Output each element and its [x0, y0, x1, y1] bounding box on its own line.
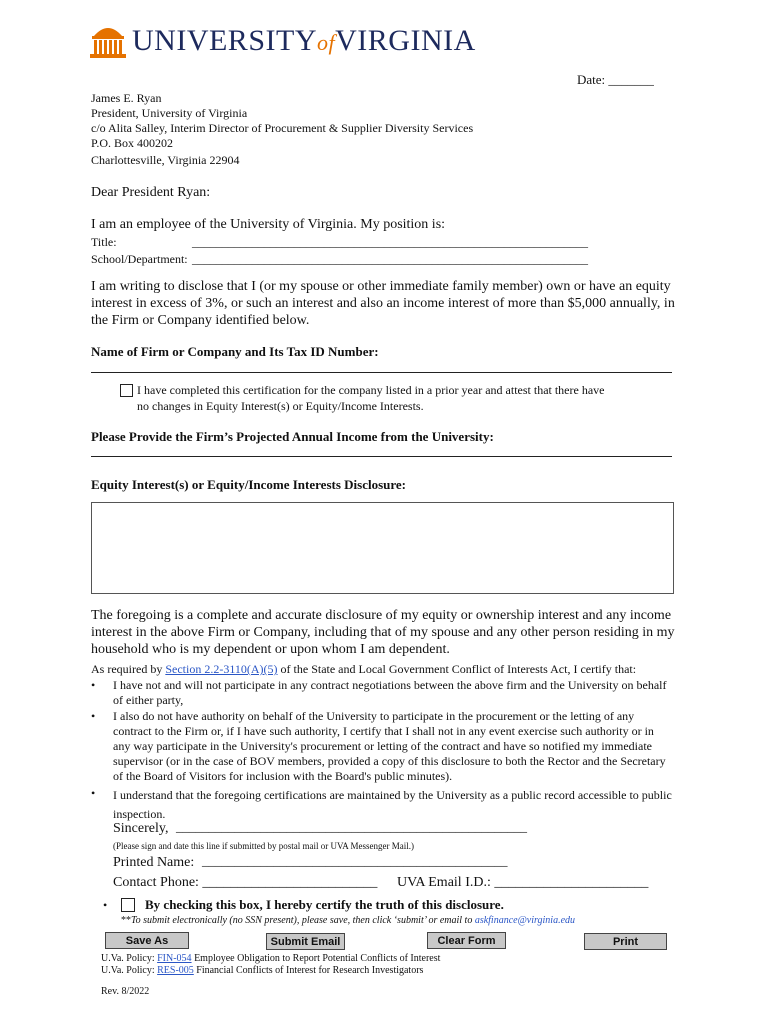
logo-word-university: UNIVERSITY — [132, 24, 317, 57]
policy-title: Employee Obligation to Report Potential Conflicts of Interest — [191, 953, 441, 964]
submit-email-link[interactable]: askfinance@virginia.edu — [474, 915, 576, 926]
policy-line — [101, 965, 423, 976]
certify-bullet: I understand that the foregoing certifications are maintained by the University as a public record accessible to public inspection. — [113, 788, 672, 821]
submit-email-button[interactable]: Submit Email — [266, 933, 345, 950]
certify-checkbox[interactable] — [121, 898, 135, 912]
signature-note: (Please sign and date this line if submitted by postal mail or UVA Messenger Mail.) — [113, 841, 415, 851]
address-line: Charlottesville, Virginia 22904 — [91, 153, 240, 167]
submit-note — [121, 915, 575, 926]
foregoing-paragraph: The foregoing is a complete and accurate disclosure of my equity or ownership interest and any income interest in the above Firm or Company, including that of my spouse and any other person residing in my household who is my dependent or upon whom I am dependent. — [91, 608, 675, 657]
policy-link-res005[interactable]: RES-005 — [157, 965, 194, 976]
logo-word-of: of — [317, 30, 336, 55]
policy-title: Financial Conflicts of Interest for Research Investigators — [193, 965, 424, 976]
printed-name-label: Printed Name: — [113, 855, 195, 870]
employee-intro: I am an employee of the University of Virginia. My position is: — [91, 217, 446, 232]
certify-text: By checking this box, I hereby certify the truth of this disclosure. — [145, 897, 504, 912]
bullet-glyph: • — [91, 786, 96, 800]
bullet-glyph: • — [103, 898, 108, 912]
address-line: c/o Alita Salley, Interim Director of Procurement & Supplier Diversity Services — [91, 121, 474, 135]
address-line: P.O. Box 400202 — [91, 136, 174, 150]
uva-email-field[interactable]: UVA Email I.D.: ______________________ — [397, 875, 649, 890]
bullet-glyph: • — [91, 678, 96, 692]
prior-cert-checkbox[interactable] — [120, 384, 133, 397]
prior-cert-text-2: no changes in Equity Interest(s) or Equity/Income Interests. — [137, 399, 424, 413]
title-input[interactable]: __________________________________________________________________ — [192, 235, 588, 249]
print-button[interactable]: Print — [584, 933, 667, 950]
disclosure-paragraph: I am writing to disclose that I (or my spouse or other immediate family member) own or have an equity interest in excess of 3%, or such an interest and also an income interest of more than $5,000 annually, in the Firm or Company identified below. — [91, 279, 675, 328]
sincerely-label: Sincerely, — [113, 821, 169, 836]
statute-link[interactable]: Section 2.2-3110(A)(5) — [165, 662, 278, 676]
policy-link-fin054[interactable]: FIN-054 — [157, 953, 192, 964]
address-line: President, University of Virginia — [91, 106, 248, 120]
policy-prefix: U.Va. Policy: — [101, 965, 158, 976]
firm-heading: Name of Firm or Company and Its Tax ID Number: — [91, 344, 379, 359]
statute-prefix: As required by — [91, 662, 166, 676]
prior-cert-text: I have completed this certification for the company listed in a prior year and attest that there have — [137, 383, 605, 397]
department-label: School/Department: — [91, 252, 188, 266]
policy-prefix: U.Va. Policy: — [101, 953, 158, 964]
address-line: James E. Ryan — [91, 91, 162, 105]
statute-intro — [91, 662, 636, 677]
certify-bullet: I have not and will not participate in any contract negotiations between the above firm and the University on behalf of either party, — [113, 678, 667, 707]
title-label: Title: — [91, 235, 117, 249]
certify-bullet: I also do not have authority on behalf of the University to participate in the procurement or the letting of any contract to the Firm or, if I have such authority, I certify that I shall not in any event exercise such authority or in any way participate in the University's procurement or letting of the contract and have so notified my immediate supervisor (or in the case of BOV members, provided a copy of this disclosure to both the Rector and the Secretary of the Board of Visitors for inclusion with the Board's public minutes). — [113, 709, 666, 783]
signature-input[interactable]: ______________________________________________________ — [176, 819, 527, 834]
firm-name-input[interactable] — [91, 372, 672, 373]
equity-heading: Equity Interest(s) or Equity/Income Interests Disclosure: — [91, 477, 407, 492]
contact-phone-field[interactable]: Contact Phone: _________________________ — [113, 875, 378, 890]
income-heading: Please Provide the Firm’s Projected Annual Income from the University: — [91, 429, 494, 444]
date-field: Date: _______ — [577, 72, 654, 87]
save-as-button[interactable]: Save As — [105, 932, 189, 949]
submit-note-text: To submit electronically (no SSN present), please save, then click ‘submit’ or email to — [131, 915, 475, 926]
statute-suffix: of the State and Local Government Conflict of Interests Act, I certify that: — [277, 662, 637, 676]
rotunda-icon — [90, 22, 126, 60]
salutation: Dear President Ryan: — [91, 185, 211, 200]
bullet-glyph: • — [91, 709, 96, 723]
income-input[interactable] — [91, 456, 672, 457]
submit-note-stars: ** — [121, 915, 131, 926]
revision-label: Rev. 8/2022 — [101, 986, 150, 997]
logo-word-virginia: VIRGINIA — [335, 24, 476, 57]
policy-line — [101, 953, 440, 964]
department-input[interactable]: __________________________________________________________________ — [192, 252, 588, 266]
clear-form-button[interactable]: Clear Form — [427, 932, 506, 949]
printed-name-input[interactable]: _______________________________________________ — [202, 853, 508, 868]
equity-disclosure-textarea[interactable] — [91, 502, 674, 594]
